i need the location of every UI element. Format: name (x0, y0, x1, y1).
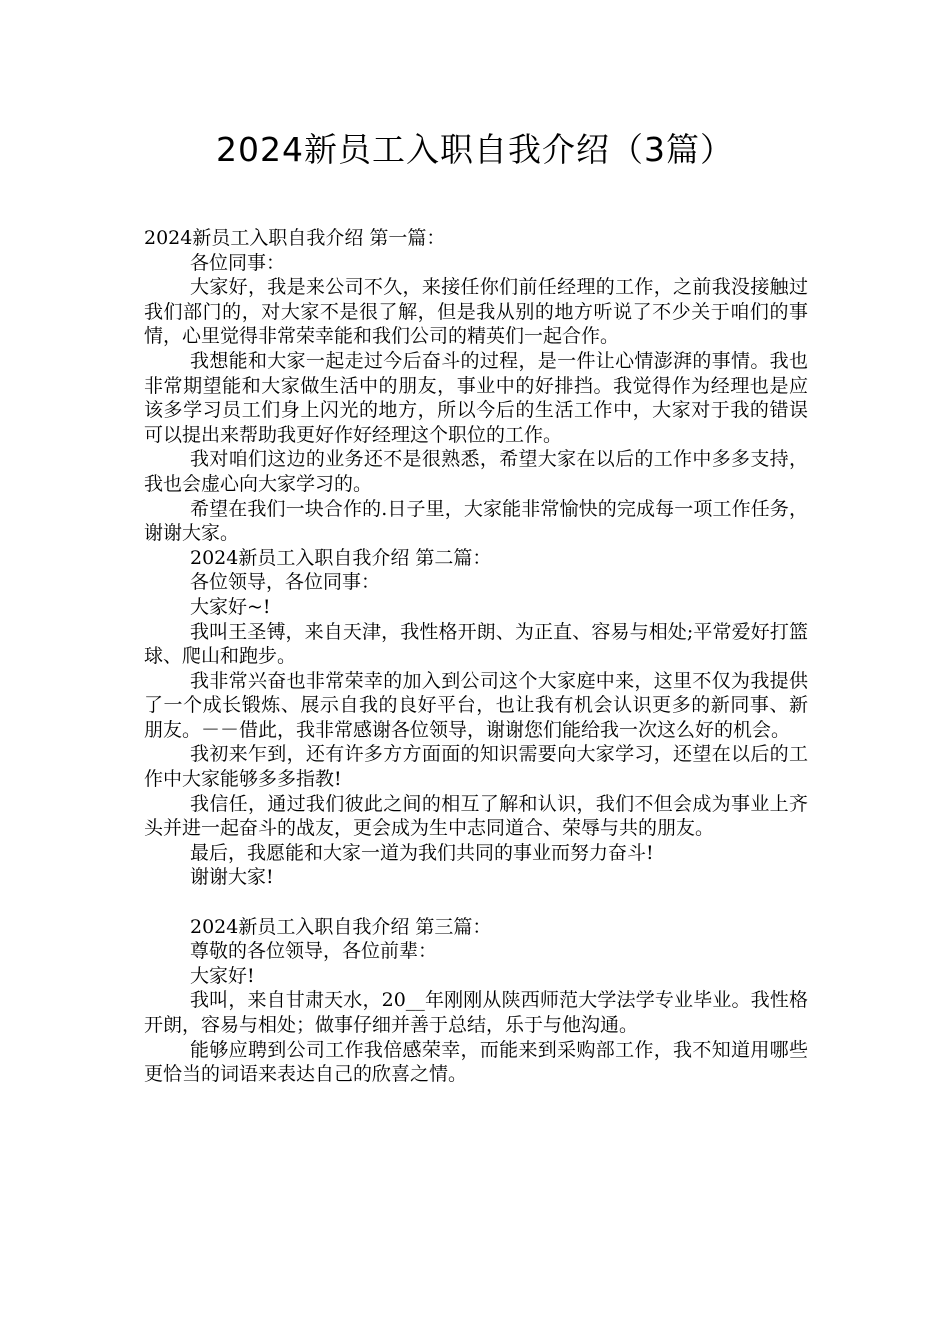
paragraph: 希望在我们一块合作的.日子里，大家能非常愉快的完成每一项工作任务，谢谢大家。 (144, 497, 808, 545)
paragraph: 大家好，我是来公司不久，来接任你们前任经理的工作，之前我没接触过我们部门的，对大家不是很了解，但是我从别的地方听说了不少关于咱们的事情，心里觉得非常荣幸能和我们公司的精英们一起合作。 (144, 276, 808, 348)
paragraph: 我对咱们这边的业务还不是很熟悉，希望大家在以后的工作中多多支持，我也会虚心向大家学习的。 (144, 448, 808, 495)
paragraph: 我初来乍到，还有许多方方面面的知识需要向大家学习，还望在以后的工作中大家能够多多指教! (144, 743, 808, 791)
paragraph: 2024新员工入职自我介绍 第三篇： (190, 915, 492, 938)
paragraph: 我信任，通过我们彼此之间的相互了解和认识，我们不但会成为事业上齐头并进一起奋斗的战友，更会成为生中志同道合、荣辱与共的朋友。 (144, 792, 808, 840)
document-title: 2024新员工入职自我介绍（3篇） (216, 130, 734, 169)
paragraph: 能够应聘到公司工作我倍感荣幸，而能来到采购部工作，我不知道用哪些更恰当的词语来表达自己的欣喜之情。 (144, 1038, 808, 1086)
paragraph: 大家好! (190, 964, 255, 987)
paragraph: 最后，我愿能和大家一道为我们共同的事业而努力奋斗! (190, 841, 654, 864)
paragraph: 谢谢大家! (190, 866, 274, 889)
paragraph: 我叫王圣镈，来自天津，我性格开朗、为正直、容易与相处;平常爱好打篮球、爬山和跑步。 (144, 620, 808, 668)
paragraph: 我非常兴奋也非常荣幸的加入到公司这个大家庭中来，这里不仅为我提供了一个成长锻炼、展示自我的良好平台，也让我有机会认识更多的新同事、新朋友。－－借此，我非常感谢各位领导，谢谢您们能给我一次这么好的机会。 (144, 669, 808, 741)
paragraph: 我想能和大家一起走过今后奋斗的过程，是一件让心情澎湃的事情。我也非常期望能和大家做生活中的朋友，事业中的好排挡。我觉得作为经理也是应该多学习员工们身上闪光的地方，所以今后的生活工作中，大家对于我的错误可以提出来帮助我更好作好经理这个职位的工作。 (144, 349, 808, 446)
paragraph: 2024新员工入职自我介绍 第一篇： (144, 227, 446, 249)
document-body (144, 226, 808, 1087)
paragraph: 我叫，来自甘肃天水，20__年刚刚从陕西师范大学法学专业毕业。我性格开朗，容易与相处；做事仔细并善于总结，乐于与他沟通。 (144, 989, 808, 1036)
paragraph: 各位领导，各位同事： (190, 571, 381, 594)
paragraph: 2024新员工入职自我介绍 第二篇： (190, 546, 492, 569)
paragraph: 大家好~! (190, 595, 271, 618)
paragraph: 尊敬的各位领导，各位前辈： (190, 940, 438, 963)
paragraph: 各位同事： (190, 251, 286, 274)
blank-line (144, 890, 808, 915)
